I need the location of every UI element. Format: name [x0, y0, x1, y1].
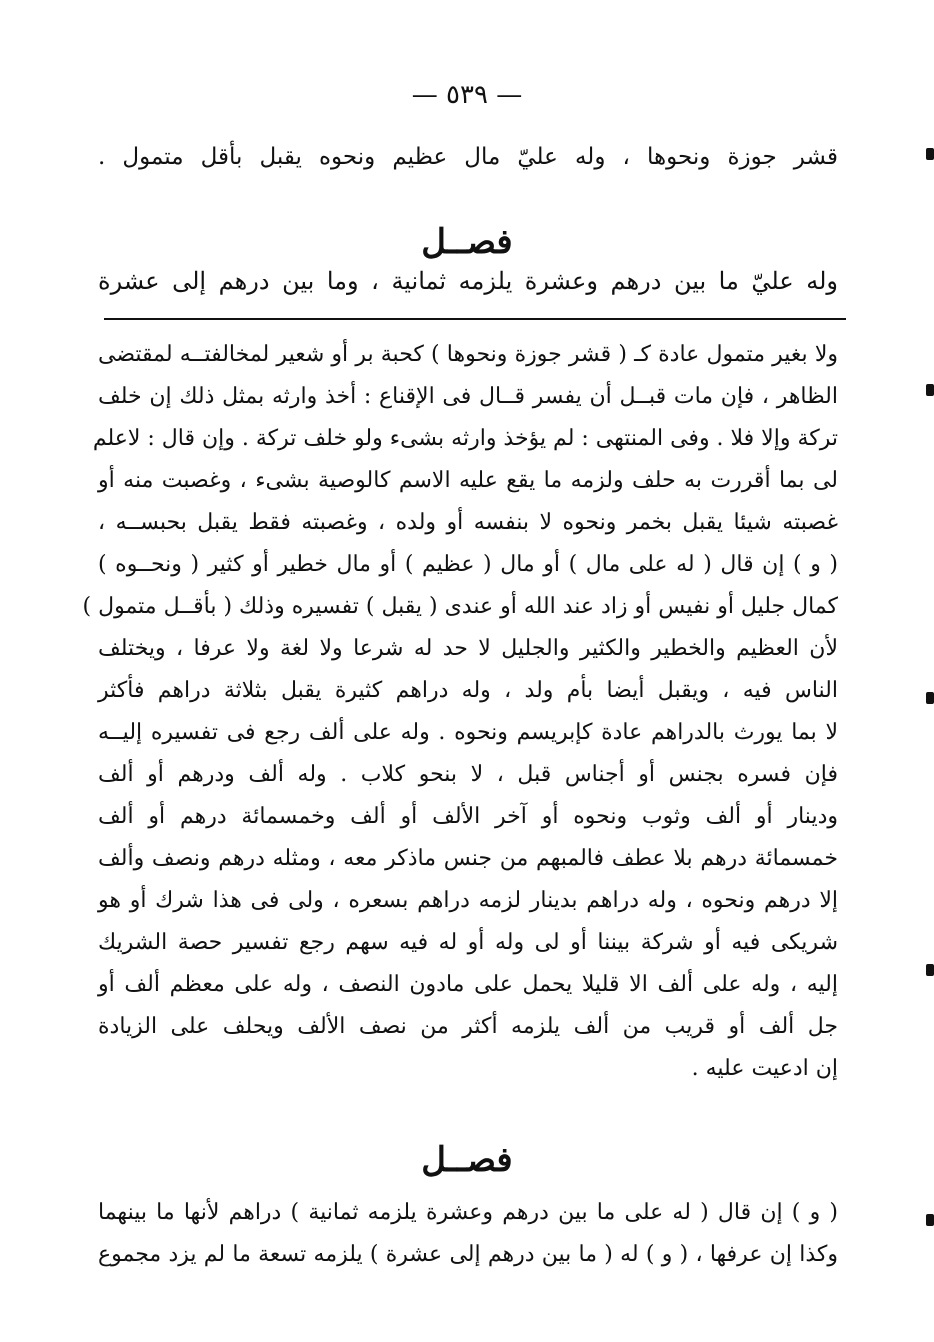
commentary-line-5: غصبته شيئا يقبل بخمر ونحوه لا بنفسه أو ولده ، وغصبته فقط يقبل بحبســه ،	[98, 510, 838, 535]
commentary-line-4: لى بما أقررت به حلف ولزمه ما يقع عليه الاسم كالوصية بشىء ، وغصبت منه أو	[98, 468, 838, 493]
commentary-line-10: لا بما يورث بالدراهم عادة كإبريسم ونحوه . وله على ألف رجع فى تفسيره إليــه	[98, 720, 838, 745]
main-text: وله عليّ ما بين درهم وعشرة يلزمه ثمانية ، وما بين درهم إلى عشرة	[98, 267, 838, 295]
edge-mark	[926, 148, 934, 160]
edge-mark	[926, 692, 934, 704]
edge-mark	[926, 964, 934, 976]
section-heading-1: فصــل	[421, 222, 513, 262]
commentary-line-2: الظاهر ، فإن مات قبــل أن يفسر قــال فى الإقناع : أخذ وارثه بمثل ذلك إن خلف	[98, 384, 838, 409]
commentary-line-12: ودينار أو ألف وثوب ونحوه أو آخر الألف أو ألف وخمسمائة درهم أو ألف	[98, 804, 838, 829]
commentary-line-17: جل ألف أو قريب من ألف يلزمه أكثر من نصف الألف ويحلف على الزيادة	[98, 1014, 838, 1039]
bottom-line-1: ( و ) إن قال ( له على ما بين درهم وعشرة يلزمه ثمانية ) دراهم لأنها ما بينهما	[98, 1200, 839, 1225]
commentary-line-16: إليه ، وله على ألف الا قليلا يحمل على مادون النصف ، وله على معظم ألف أو	[98, 972, 838, 997]
top-line: قشر جوزة ونحوها ، وله عليّ مال عظيم ونحوه يقبل بأقل متمول .	[98, 144, 838, 170]
edge-mark	[926, 384, 934, 396]
divider-rule	[104, 318, 846, 320]
commentary-line-18: إن ادعيت عليه .	[691, 1056, 838, 1081]
bottom-line-2: وكذا إن عرفها ، ( و ) له ( ما بين درهم إلى عشرة ) يلزمه تسعة ما لم يزد مجموع	[98, 1242, 838, 1267]
edge-mark	[926, 1214, 934, 1226]
section-heading-2: فصــل	[421, 1140, 513, 1180]
commentary-line-15: شريكى فيه أو شركة بيننا أو لى وله أو له فيه سهم رجع تفسير حصة الشريك	[98, 930, 838, 955]
commentary-line-8: لأن العظيم والخطير والكثير والجليل لا حد له شرعا ولا لغة ولا عرفا ، ويختلف	[98, 636, 838, 661]
commentary-line-7: كمال جليل أو نفيس أو زاد عند الله أو عندى ( يقبل ) تفسيره وذلك ( بأقــل متمول )	[82, 594, 838, 619]
commentary-line-6: ( و ) إن قال ( له على مال ) أو مال ( عظيم ) أو مال خطير أو كثير ( ونحــوه )	[98, 552, 838, 577]
commentary-line-9: الناس فيه ، ويقبل أيضا بأم ولد ، وله دراهم كثيرة يقبل بثلاثة دراهم فأكثر	[98, 678, 838, 703]
commentary-line-1: ولا بغير متمول عادة كـ ( قشر جوزة ونحوها ) كحبة بر أو شعير لمخالفتــه لمقتضى	[98, 342, 838, 367]
commentary-line-13: خمسمائة درهم بلا عطف فالمبهم من جنس ماذكر معه ، ومثله درهم ونصف وألف	[98, 846, 838, 871]
page-number: — ٥٣٩ —	[411, 80, 523, 110]
commentary-line-11: فإن فسره بجنس أو أجناس قبل ، لا بنحو كلاب . وله ألف ودرهم أو ألف	[98, 762, 838, 787]
commentary-line-3: تركة وإلا فلا . وفى المنتهى : لم يؤخذ وارثه بشىء ولو خلف تركة . وإن قال : لاعلم	[92, 426, 838, 451]
commentary-line-14: إلا درهم ونحوه ، وله دراهم بدينار لزمه دراهم بسعره ، ولى فى هذا شرك أو هو	[98, 888, 838, 913]
